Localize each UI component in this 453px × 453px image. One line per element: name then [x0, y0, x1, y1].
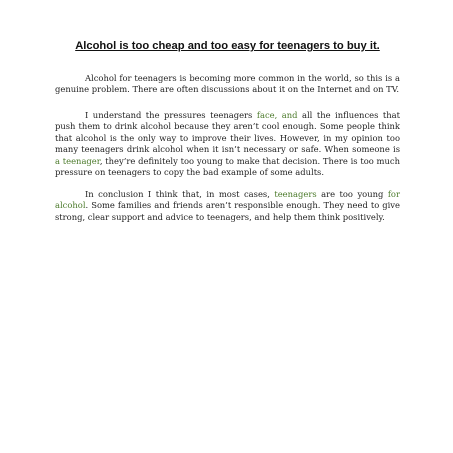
paragraph-conclusion [55, 189, 400, 223]
text-segment: Alcohol for teenagers is becoming more common in the world, so this is a genuine problem. There are often discussions about it on the Internet and on TV. [55, 73, 400, 95]
document-title: Alcohol is too cheap and too easy for teenagers to buy it. [75, 40, 380, 52]
text-segment: In conclusion I think that, in most cases, [85, 189, 275, 199]
text-segment: all the influences that push them to drink alcohol because they aren’t cool enough. Some people think that alcohol is the only way to improve their lives. However, in my opinion too many teenagers drink alcohol when it isn’t necessary or safe. When someone is [55, 110, 400, 155]
highlighted-text: for alcohol [55, 189, 400, 211]
paragraph-intro [55, 73, 400, 96]
text-segment: . Some families and friends aren’t responsible enough. They need to give strong, clear support and advice to teenagers, and help them think positively. [55, 200, 400, 222]
paragraph-body [55, 110, 400, 178]
highlighted-text: face, and [256, 110, 298, 120]
highlighted-text: teenagers [274, 189, 317, 199]
text-segment: I understand the pressures teenagers [85, 110, 257, 120]
text-segment: are too young [316, 189, 388, 199]
highlighted-text: a teenager [55, 155, 100, 166]
text-segment: , they’re definitely too young to make that decision. There is too much pressure on teenagers to copy the bad example of some adults. [55, 155, 400, 178]
